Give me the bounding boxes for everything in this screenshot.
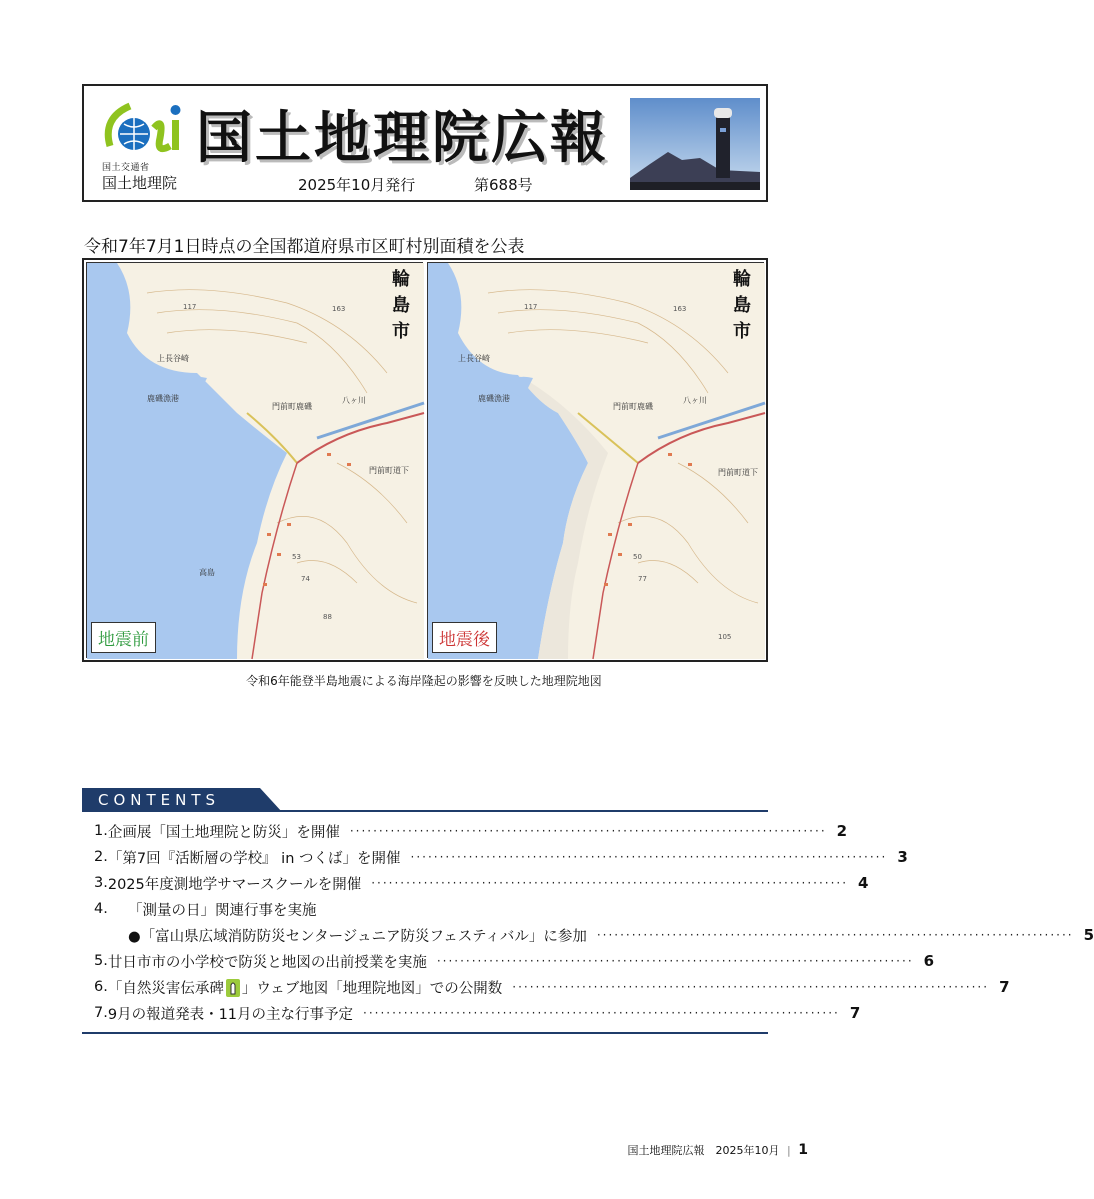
issue-date: 2025年10月発行 <box>298 176 416 194</box>
toc-item-7[interactable]: 7. 9月の報道発表・11月の主な行事予定 ·················································································· 7 <box>94 1004 861 1023</box>
map-after[interactable] <box>427 262 764 658</box>
map-label-port: 鹿磯漁港 <box>147 394 179 403</box>
toc-leader: ·················································································· <box>512 980 990 994</box>
map-label-river: 八ヶ川 <box>683 396 707 405</box>
map-label-river: 八ヶ川 <box>342 396 366 405</box>
toc-leader: ·················································································· <box>363 1006 840 1020</box>
before-label: 地震前 <box>91 622 156 653</box>
map-spot-163: 163 <box>673 305 687 313</box>
feature-title: 令和7年7月1日時点の全国都道府県市区町村別面積を公表 <box>84 237 525 257</box>
toc-item-1[interactable]: 1. 企画展「国土地理院と防災」を開催 ·················································································· 2 <box>94 822 848 841</box>
map-label-town-lower: 門前町道下 <box>718 468 758 477</box>
after-label: 地震後 <box>432 622 497 653</box>
page-footer: 国土地理院広報 2025年10月 | 1 <box>627 1142 808 1158</box>
toc-item-5[interactable]: 5. 廿日市市の小学校で防災と地図の出前授業を実施 ·················································································· 6 <box>94 952 935 971</box>
map-spot-74: 74 <box>301 575 310 583</box>
contents-heading: CONTENTS <box>82 788 282 812</box>
map-label-cape: 上長谷崎 <box>157 354 189 363</box>
map-before[interactable] <box>86 262 423 658</box>
map-spot-53: 53 <box>292 553 301 561</box>
map-spot-50: 50 <box>633 553 642 561</box>
map-caption: 令和6年能登半島地震による海岸隆起の影響を反映した地理院地図 <box>246 674 602 688</box>
toc-leader: ·················································································· <box>596 928 1074 942</box>
org-ministry: 国土交通省 <box>102 163 150 173</box>
map-label-port: 鹿磯漁港 <box>478 394 510 403</box>
map-label-town-upper: 門前町鹿磯 <box>613 402 653 411</box>
org-name: 国土地理院 <box>102 174 178 192</box>
toc-leader: ·················································································· <box>410 850 888 864</box>
toc-item-6[interactable]: 6. 「自然災害伝承碑 」ウェブ地図「地理院地図」での公開数 ·················································································· 7 <box>94 978 1010 997</box>
page-number: 1 <box>798 1142 808 1158</box>
contents-divider-top <box>82 810 768 812</box>
map-label-town-upper: 門前町鹿磯 <box>272 402 312 411</box>
map-label-island: 高島 <box>199 568 215 577</box>
toc-item-4[interactable]: 4. 「測量の日」関連行事を実施 <box>94 901 317 919</box>
contents-divider-bottom <box>82 1032 768 1034</box>
map-label-cape: 上長谷崎 <box>458 354 490 363</box>
map-spot-88: 88 <box>323 613 332 621</box>
toc-item-4-sub[interactable]: ●「富山県広域消防防災センタージュニア防災フェスティバル」に参加 ·················································································· 5 <box>128 926 1094 945</box>
map-spot-163: 163 <box>332 305 346 313</box>
city-label-vertical: 輪 島 市 <box>392 269 410 342</box>
map-spot-117: 117 <box>183 303 197 311</box>
map-comparison <box>82 258 768 662</box>
map-spot-77: 77 <box>638 575 647 583</box>
toc-leader: ·················································································· <box>349 824 827 838</box>
masthead <box>82 84 768 202</box>
toc-leader: ·················································································· <box>371 876 849 890</box>
disaster-monument-icon <box>226 979 240 997</box>
cover-photo <box>630 98 760 190</box>
city-label-vertical: 輪 島 市 <box>733 269 751 342</box>
map-spot-117: 117 <box>524 303 538 311</box>
map-spot-105: 105 <box>718 633 732 641</box>
issue-number: 第688号 <box>474 176 533 194</box>
toc-item-2[interactable]: 2. 「第7回『活断層の学校』 in つくば」を開催 ·················································································· 3 <box>94 848 908 867</box>
gsi-logo <box>100 98 184 160</box>
toc-item-3[interactable]: 3. 2025年度測地学サマースクールを開催 ·················································································· 4 <box>94 874 869 893</box>
toc-leader: ·················································································· <box>436 954 914 968</box>
map-label-town-lower: 門前町道下 <box>369 466 409 475</box>
newsletter-title: 国土地理院広報 <box>196 105 609 171</box>
